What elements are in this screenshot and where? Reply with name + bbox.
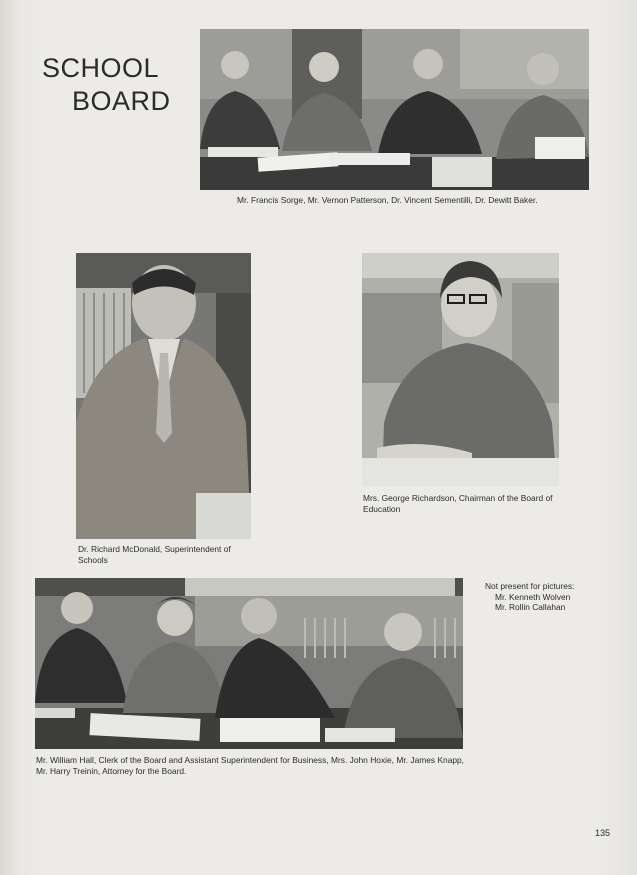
section-title-line2: BOARD — [72, 86, 171, 116]
photo-superintendent — [76, 253, 251, 539]
not-present-heading: Not present for pictures: — [485, 581, 575, 591]
photo-group-top — [200, 29, 589, 190]
caption-group-top: Mr. Francis Sorge, Mr. Vernon Patterson, Dr. Vincent Sementilli, Dr. Dewitt Baker. — [237, 195, 538, 205]
photo-chairman — [362, 253, 559, 486]
section-title — [42, 52, 171, 118]
not-present-note — [485, 581, 595, 613]
not-present-name: Mr. Kenneth Wolven — [495, 591, 571, 602]
not-present-name: Mr. Rollin Callahan — [495, 602, 566, 612]
caption-superintendent: Dr. Richard McDonald, Superintendent of Schools — [78, 544, 231, 565]
section-title-line1: SCHOOL — [42, 53, 160, 83]
page-number: 135 — [595, 828, 611, 838]
photo-group-bottom — [35, 578, 463, 749]
caption-chairman: Mrs. George Richardson, Chairman of the Board of Education — [363, 493, 553, 514]
caption-group-bottom: Mr. William Hall, Clerk of the Board and Assistant Superintendent for Business, Mrs. John Hoxie, Mr. James Knapp, Mr. Harry Treinin, Attorney for the Board. — [36, 755, 464, 776]
